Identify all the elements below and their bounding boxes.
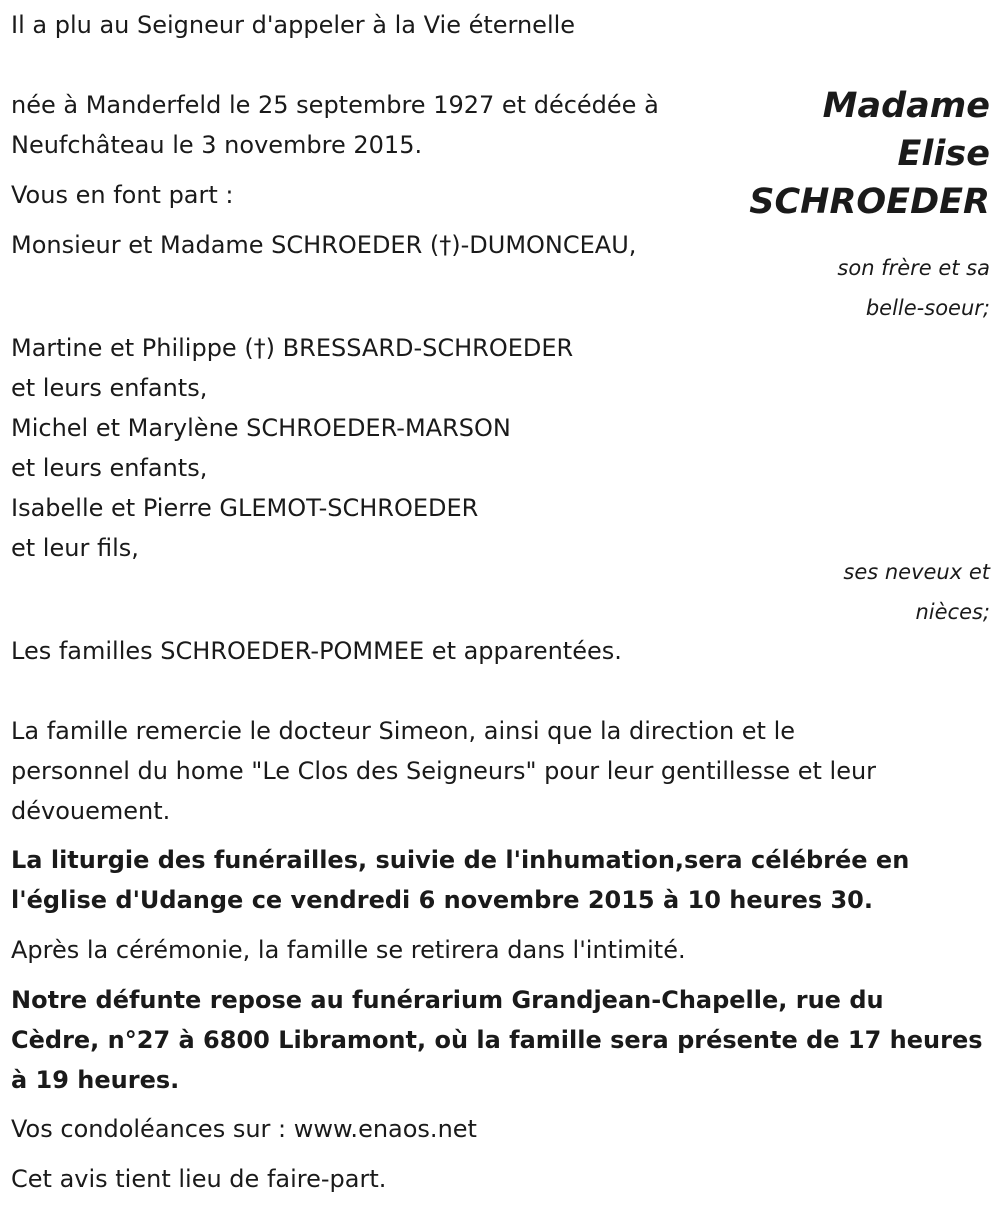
thanks-line-1: La famille remercie le docteur Simeon, ainsi que la direction et le bbox=[11, 717, 796, 745]
family-line-bressard-children: et leurs enfants, bbox=[11, 374, 208, 402]
deceased-title: Madame bbox=[822, 86, 990, 126]
closing-line: Cet avis tient lieu de faire-part. bbox=[11, 1165, 387, 1193]
deceased-first-name: Elise bbox=[897, 134, 990, 174]
birth-line-1: née à Manderfeld le 25 septembre 1927 et décédée à bbox=[11, 91, 659, 119]
deceased-last-name: SCHROEDER bbox=[749, 182, 990, 222]
intro-line: Il a plu au Seigneur d'appeler à la Vie éternelle bbox=[11, 11, 576, 39]
family-line-marson-children: et leurs enfants, bbox=[11, 454, 208, 482]
rest-line-2: Cèdre, n°27 à 6800 Libramont, où la famille sera présente de 17 heures bbox=[11, 1026, 983, 1054]
rest-line-3: à 19 heures. bbox=[11, 1066, 180, 1094]
family-line-glemot-son: et leur fils, bbox=[11, 534, 139, 562]
family-line-marson: Michel et Marylène SCHROEDER-MARSON bbox=[11, 414, 511, 442]
relation-brother-1: son frère et sa bbox=[837, 256, 990, 280]
liturgy-line-1: La liturgie des funérailles, suivie de l'inhumation,sera célébrée en bbox=[11, 846, 910, 874]
family-line-pommee: Les familles SCHROEDER-POMMEE et apparentées. bbox=[11, 637, 622, 665]
rest-line-1: Notre défunte repose au funérarium Grandjean-Chapelle, rue du bbox=[11, 986, 884, 1014]
announce-line: Vous en font part : bbox=[11, 181, 234, 209]
thanks-line-2: personnel du home "Le Clos des Seigneurs" pour leur gentillesse et leur bbox=[11, 757, 877, 785]
thanks-line-3: dévouement. bbox=[11, 797, 171, 825]
family-line-glemot: Isabelle et Pierre GLEMOT-SCHROEDER bbox=[11, 494, 479, 522]
family-line-brother: Monsieur et Madame SCHROEDER (†)-DUMONCEAU, bbox=[11, 231, 637, 259]
relation-brother-2: belle-soeur; bbox=[865, 296, 990, 320]
family-line-bressard: Martine et Philippe (†) BRESSARD-SCHROEDER bbox=[11, 334, 574, 362]
liturgy-line-2: l'église d'Udange ce vendredi 6 novembre 2015 à 10 heures 30. bbox=[11, 886, 873, 914]
relation-nephews-1: ses neveux et bbox=[843, 560, 990, 584]
relation-nephews-2: nièces; bbox=[915, 600, 990, 624]
after-ceremony-line: Après la cérémonie, la famille se retirera dans l'intimité. bbox=[11, 936, 686, 964]
condolences-line: Vos condoléances sur : www.enaos.net bbox=[11, 1115, 477, 1143]
birth-line-2: Neufchâteau le 3 novembre 2015. bbox=[11, 131, 423, 159]
